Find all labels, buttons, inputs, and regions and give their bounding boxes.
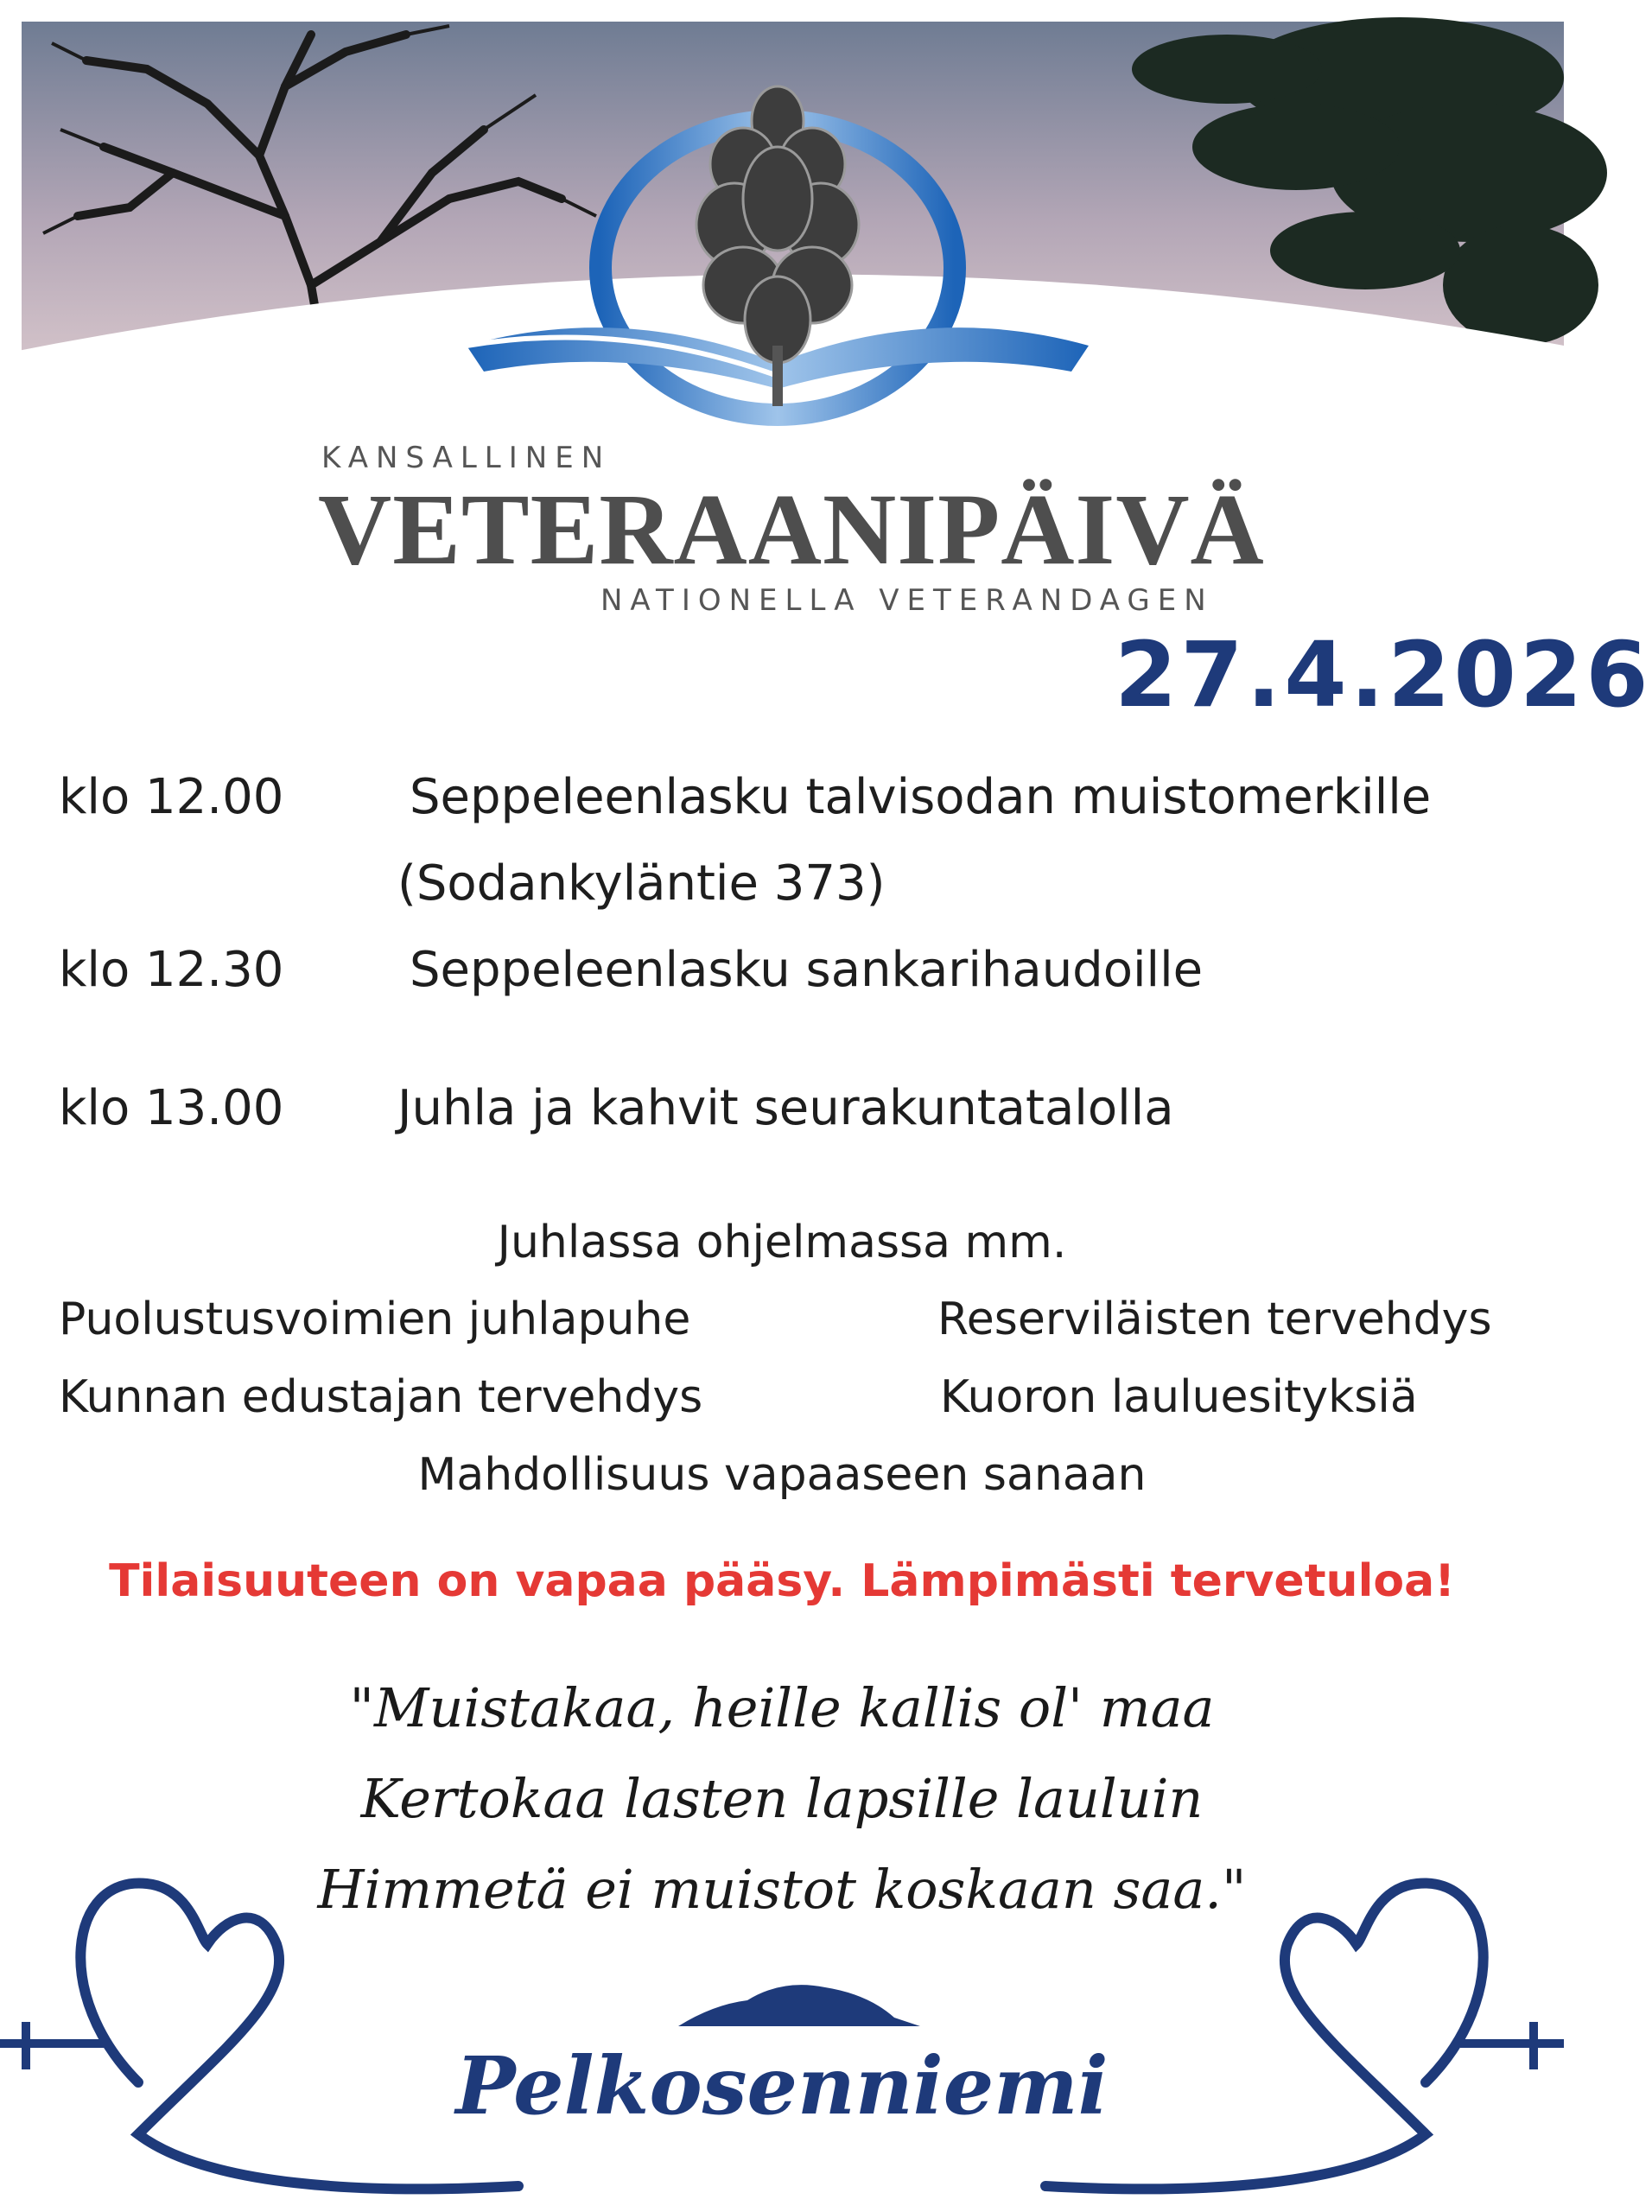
heart-ribbon-icon [0, 1849, 1564, 2212]
admission-notice: Tilaisuuteen on vapaa pääsy. Lämpimästi tervetuloa! [109, 1555, 1455, 1607]
schedule-time-3: klo 13.00 [59, 1080, 284, 1136]
schedule-text-2: Seppeleenlasku sankarihaudoille [410, 942, 1204, 998]
program-item: Reserviläisten tervehdys [937, 1294, 1492, 1345]
schedule-time-2: klo 12.30 [59, 942, 284, 998]
schedule-detail-1: (Sodankyläntie 373) [397, 855, 886, 912]
program-item: Kunnan edustajan tervehdys [59, 1371, 703, 1423]
program-item: Puolustusvoimien juhlapuhe [59, 1294, 691, 1345]
poem-line: "Muistakaa, heille kallis ol' maa [349, 1676, 1215, 1739]
hill-icon [678, 1970, 920, 2031]
program-closing: Mahdollisuus vapaaseen sanaan [417, 1449, 1147, 1501]
page-title: VETERAANIPÄIVÄ [318, 473, 1265, 586]
schedule-time-1: klo 12.00 [59, 769, 284, 825]
event-date: 27.4.2026 [1115, 622, 1652, 728]
logo-kicker: KANSALLINEN [321, 441, 612, 475]
schedule-text-1: Seppeleenlasku talvisodan muistomerkille [410, 769, 1432, 825]
oak-leaf-emblem-icon [467, 86, 1089, 432]
schedule-text-3: Juhla ja kahvit seurakuntatalolla [397, 1080, 1174, 1136]
program-item: Kuoron lauluesityksiä [940, 1371, 1418, 1423]
brand-name: Pelkosenniemi [455, 2039, 1109, 2133]
logo-subtitle: NATIONELLA VETERANDAGEN [600, 583, 1214, 618]
poem-line: Himmetä ei muistot koskaan saa." [317, 1858, 1247, 1921]
program-heading: Juhlassa ohjelmassa mm. [497, 1217, 1067, 1268]
poem-line: Kertokaa lasten lapsille lauluin [360, 1767, 1204, 1830]
